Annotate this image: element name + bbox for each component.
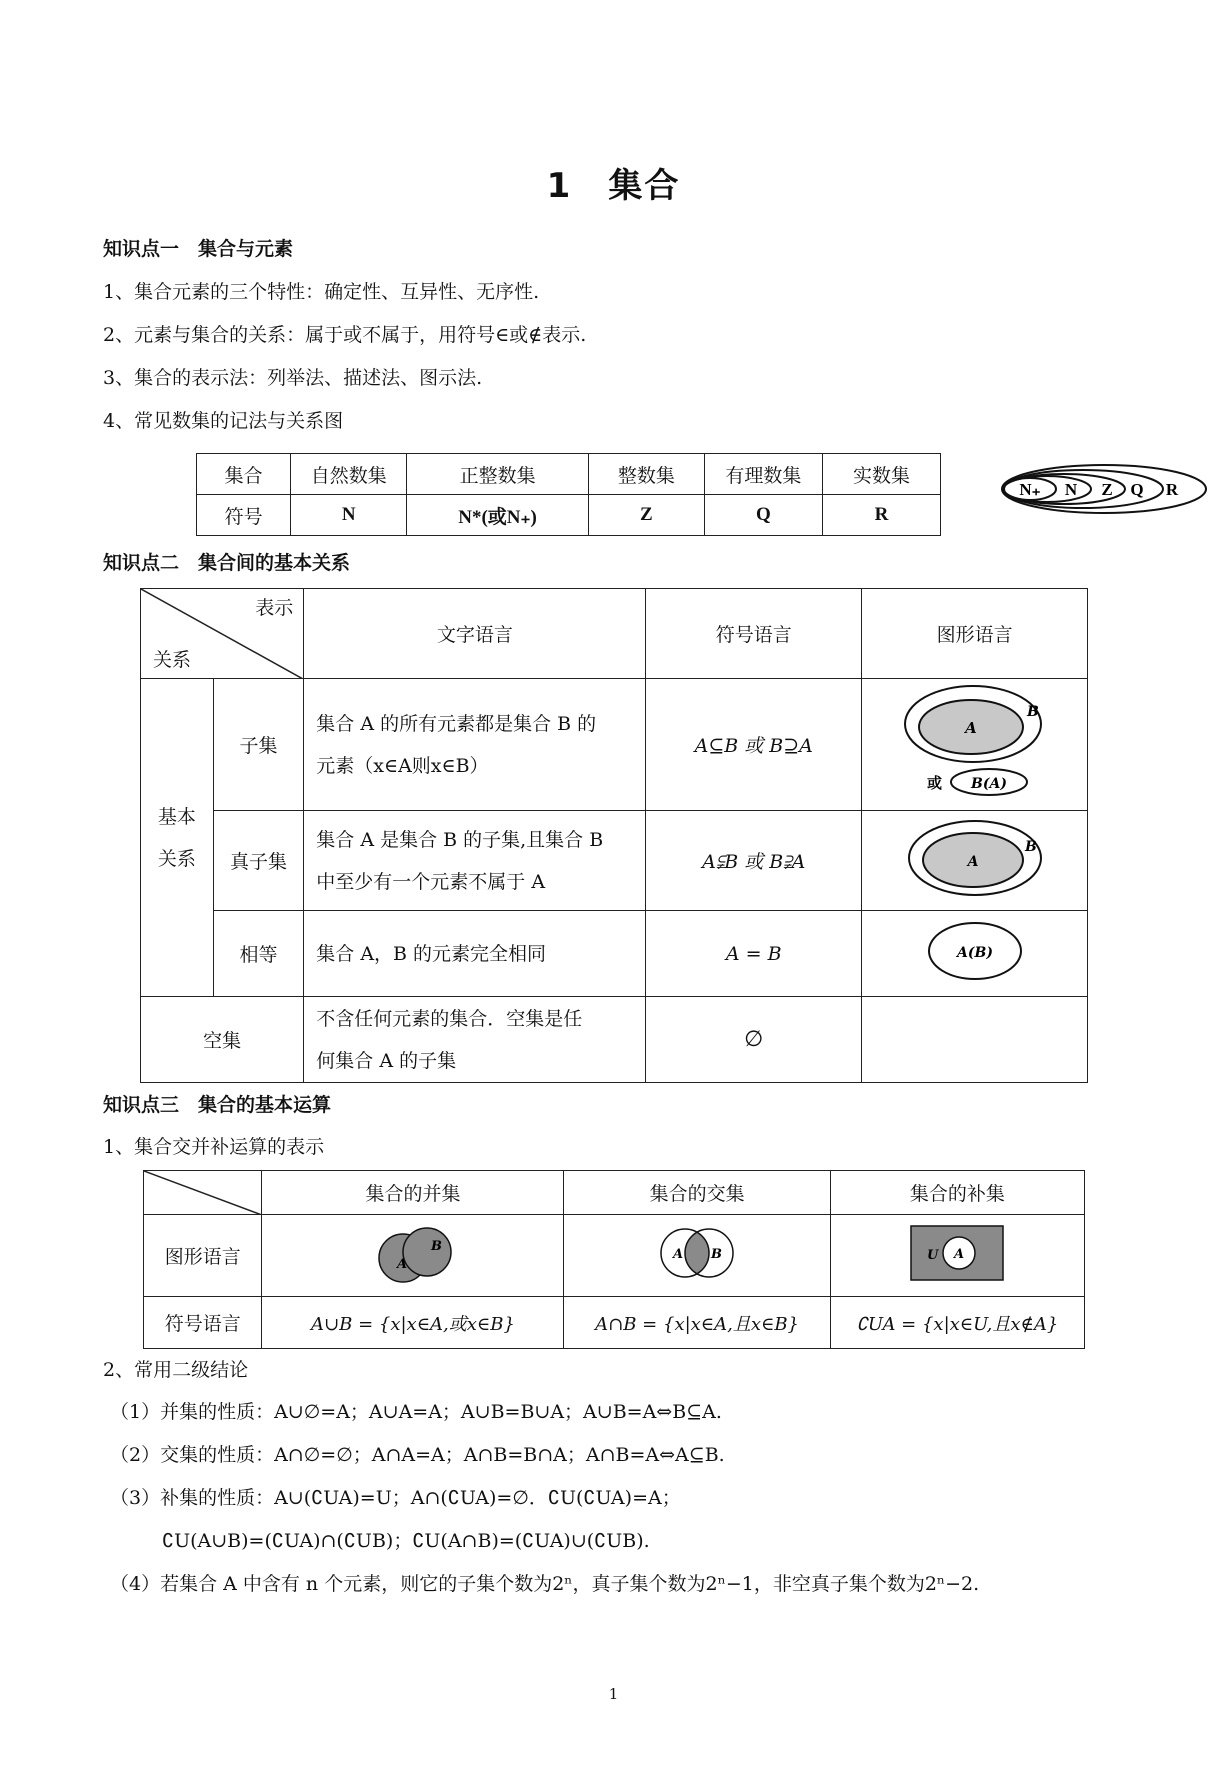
proper-subset-diagram-cell	[862, 811, 1088, 911]
group-label: 基本关系	[157, 805, 196, 870]
union-diagram-cell	[262, 1215, 564, 1297]
label-a: A	[954, 1247, 965, 1262]
complement-symbol: ∁UA = {x|x∈U,且x∉A}	[830, 1297, 1084, 1349]
row-text-line: 集合 A 是集合 B 的子集,且集合 B	[316, 828, 604, 851]
property-line-3: （3）补集的性质：A∪(∁UA)=U；A∩(∁UA)=∅．∁U(∁UA)=A；	[110, 1487, 681, 1509]
row-name: 空集	[141, 997, 304, 1083]
sec1-item-4: 4、常见数集的记法与关系图	[103, 410, 344, 432]
equal-diagram	[875, 916, 1075, 986]
label-ab: A(B)	[956, 945, 993, 961]
nested-sets-diagram	[1000, 463, 1210, 515]
subset-diagram-cell	[862, 679, 1088, 811]
section-heading-1: 知识点一 集合与元素	[103, 238, 294, 260]
label-nplus: N₊	[1019, 480, 1041, 499]
property-line-1: （1）并集的性质：A∪∅=A；A∪A=A；A∪B=B∪A；A∪B=A⇔B⊆A.	[110, 1401, 722, 1423]
cell: 正整数集	[407, 454, 589, 495]
set-relations-table	[140, 588, 1088, 1083]
cell: Z	[588, 495, 704, 536]
cell: R	[822, 495, 940, 536]
row-symbol: A⫋B 或 B⫌A	[646, 811, 862, 911]
header-complement: 集合的补集	[830, 1171, 1084, 1215]
row-name: 真子集	[213, 811, 304, 911]
set-operations-table	[143, 1170, 1085, 1349]
header-symbol: 符号语言	[646, 589, 862, 679]
intersection-symbol: A∩B = {x|x∈A,且x∈B}	[564, 1297, 830, 1349]
label-or: 或	[926, 774, 942, 792]
section-heading-2: 知识点二 集合间的基本关系	[103, 552, 351, 574]
cell: 有理数集	[704, 454, 822, 495]
section-heading-3: 知识点三 集合的基本运算	[103, 1094, 332, 1116]
label-a: A	[964, 719, 977, 737]
number-sets-table	[196, 453, 941, 536]
cell: 整数集	[588, 454, 704, 495]
row-text	[304, 679, 646, 811]
label-b: B	[1026, 704, 1039, 720]
label-b: B	[430, 1239, 442, 1254]
cell: Q	[704, 495, 822, 536]
intersection-diagram-cell	[564, 1215, 830, 1297]
cell: 实数集	[822, 454, 940, 495]
header-union: 集合的并集	[262, 1171, 564, 1215]
cell: N*(或N₊)	[407, 495, 589, 536]
sec1-item-2: 2、元素与集合的关系：属于或不属于，用符号∈或∉表示.	[103, 324, 587, 346]
sec3-sub2: 2、常用二级结论	[103, 1359, 249, 1381]
page-title: 1 集合	[546, 166, 681, 206]
cell: 自然数集	[291, 454, 407, 495]
cell: 集合	[197, 454, 291, 495]
empty-diagram-cell	[862, 997, 1088, 1083]
row-symbol: ∅	[646, 997, 862, 1083]
sec1-item-3: 3、集合的表示法：列举法、描述法、图示法.	[103, 367, 483, 389]
row-text-line: 中至少有一个元素不属于 A	[316, 870, 546, 893]
corner-bottom-label: 关系	[153, 649, 192, 671]
corner-cell	[144, 1171, 262, 1215]
row-text-line: 集合 A 的所有元素都是集合 B 的	[316, 712, 597, 735]
row-label: 符号语言	[144, 1297, 262, 1349]
row-symbol: A = B	[646, 911, 862, 997]
header-intersection: 集合的交集	[564, 1171, 830, 1215]
corner-cell	[141, 589, 304, 679]
subset-diagram	[875, 682, 1075, 802]
label-u: U	[927, 1248, 939, 1263]
row-text-line: 不含任何元素的集合．空集是任	[316, 1007, 583, 1030]
property-line-3b: ∁U(A∪B)=(∁UA)∩(∁UB)；∁U(A∩B)=(∁UA)∪(∁UB).	[162, 1530, 650, 1552]
complement-diagram	[897, 1218, 1017, 1288]
row-text-line: 何集合 A 的子集	[316, 1049, 457, 1072]
row-symbol: A⊆B 或 B⊇A	[646, 679, 862, 811]
diagonal-line	[144, 1171, 262, 1215]
union-symbol: A∪B = {x|x∈A,或x∈B}	[262, 1297, 564, 1349]
label-n: N	[1064, 480, 1078, 499]
label-b: B	[711, 1247, 723, 1262]
sec3-sub1: 1、集合交并补运算的表示	[103, 1136, 325, 1158]
label-r: R	[1165, 480, 1179, 499]
label-a: A	[396, 1257, 408, 1272]
corner-top-label: 表示	[255, 597, 294, 619]
property-line-4: （4）若集合 A 中含有 n 个元素，则它的子集个数为2ⁿ，真子集个数为2ⁿ−1，非空真子集个数为2ⁿ−2.	[110, 1573, 980, 1595]
row-name: 相等	[213, 911, 304, 997]
cell: N	[291, 495, 407, 536]
row-name: 子集	[213, 679, 304, 811]
property-line-2: （2）交集的性质：A∩∅=∅；A∩A=A；A∩B=B∩A；A∩B=A⇔A⊆B.	[110, 1444, 725, 1466]
label-q: Q	[1130, 480, 1144, 499]
proper-subset-diagram	[875, 813, 1075, 903]
label-a: A	[673, 1247, 684, 1262]
row-text-line: 元素（x∈A则x∈B）	[316, 754, 489, 777]
row-text: 集合 A，B 的元素完全相同	[304, 911, 646, 997]
equal-diagram-cell	[862, 911, 1088, 997]
page-number: 1	[608, 1685, 619, 1703]
label-z: Z	[1101, 480, 1113, 499]
label-a: A	[967, 854, 979, 870]
row-label: 图形语言	[144, 1215, 262, 1297]
row-text	[304, 997, 646, 1083]
label-b: B	[1024, 839, 1037, 855]
header-diagram: 图形语言	[862, 589, 1088, 679]
label-ba: B(A)	[970, 776, 1007, 792]
header-text: 文字语言	[304, 589, 646, 679]
row-text	[304, 811, 646, 911]
group-label-cell	[141, 679, 214, 997]
complement-diagram-cell	[830, 1215, 1084, 1297]
intersection-diagram	[637, 1218, 757, 1288]
union-diagram	[353, 1218, 473, 1288]
cell: 符号	[197, 495, 291, 536]
sec1-item-1: 1、集合元素的三个特性：确定性、互异性、无序性.	[103, 281, 540, 303]
